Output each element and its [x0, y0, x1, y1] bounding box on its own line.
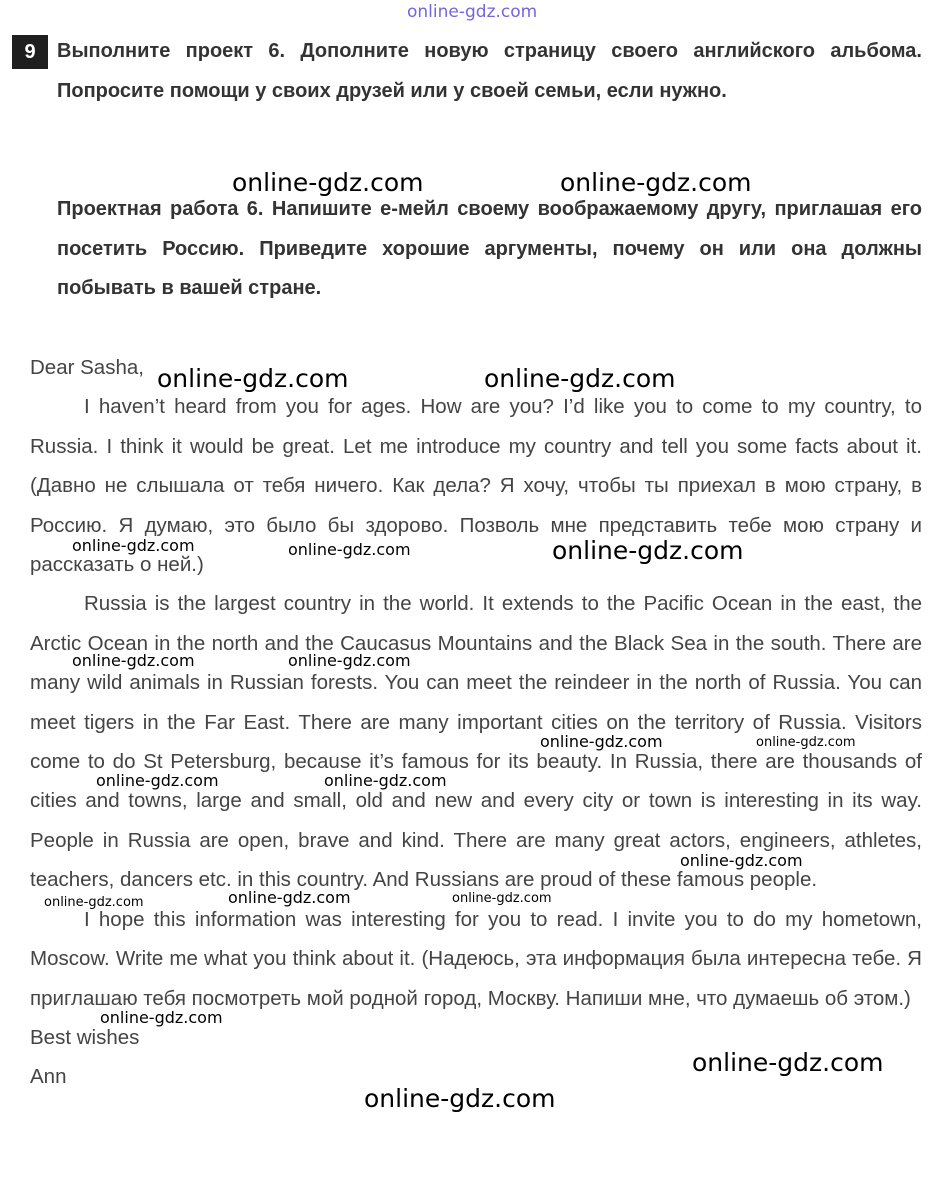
watermark: online-gdz.com [560, 168, 752, 197]
letter-closing: Best wishes [30, 1025, 140, 1049]
watermark: online-gdz.com [680, 851, 803, 870]
task-number-badge: 9 [12, 35, 48, 69]
letter-paragraph-3: I hope this information was interesting for you to read. I invite you to do my hometown, Moscow. Write me what you think about it. (Надеюсь, эта информация была интересна тебе. Я приглашаю тебя посмотреть мой родной город, Москву. Напиши мне, что думаешь об этом.) [30, 907, 922, 1010]
watermark-top: online-gdz.com [407, 2, 538, 22]
task-instruction: Выполните проект 6. Дополните новую страницу своего английского альбома. Попросите помощи у своих друзей или у своей семьи, если нужно. [57, 40, 922, 102]
letter-paragraph-1: I haven’t heard from you for ages. How are you? I’d like you to come to my country, to Russia. I think it would be great. Let me introduce my country and tell you some facts about it. (Давно не слышала от тебя ничего. Как дела? Я хочу, чтобы ты приехал в мою страну, в Россию. Я думаю, это было бы здорово. Позволь мне представить тебе мою страну и рассказать о ней.) [30, 395, 922, 577]
watermark: online-gdz.com [324, 771, 447, 790]
watermark: online-gdz.com [288, 651, 411, 670]
watermark: online-gdz.com [228, 888, 351, 907]
watermark: online-gdz.com [72, 536, 195, 555]
watermark: online-gdz.com [364, 1084, 556, 1113]
watermark: online-gdz.com [96, 771, 219, 790]
watermark: online-gdz.com [756, 735, 856, 750]
watermark: online-gdz.com [484, 364, 676, 393]
watermark: online-gdz.com [100, 1008, 223, 1027]
watermark: online-gdz.com [692, 1048, 884, 1077]
watermark: online-gdz.com [552, 536, 744, 565]
letter-body [30, 348, 922, 1097]
watermark: online-gdz.com [288, 540, 411, 559]
letter-paragraph-2: Russia is the largest country in the world. It extends to the Pacific Ocean in the east, the Arctic Ocean in the north and the Caucasus Mountains and the Black Sea in the south. There are many wild animals in Russian forests. You can meet the reindeer in the north of Russia. You can meet tigers in the Far East. There are many important cities on the territory of Russia. Visitors come to do St Petersburg, because it’s famous for its beauty. In Russia, there are thousands of cities and towns, large and small, old and new and every city or town is interesting in its way. People in Russia are open, brave and kind. There are many great actors, engineers, athletes, teachers, dancers etc. in this country. And Russians are proud of these famous people. [30, 592, 922, 892]
watermark: online-gdz.com [452, 891, 552, 906]
watermark: online-gdz.com [157, 364, 349, 393]
letter-greeting: Dear Sasha, [30, 356, 144, 379]
watermark: online-gdz.com [44, 895, 144, 910]
project-instruction: Проектная работа 6. Напишите е-мейл своему воображаемому другу, приглашая его посетить Россию. Приведите хорошие аргументы, почему он или она должны побывать в вашей стране. [57, 198, 922, 299]
watermark: online-gdz.com [72, 651, 195, 670]
watermark: online-gdz.com [540, 732, 663, 751]
watermark: online-gdz.com [232, 168, 424, 197]
letter-signature: Ann [30, 1065, 67, 1089]
